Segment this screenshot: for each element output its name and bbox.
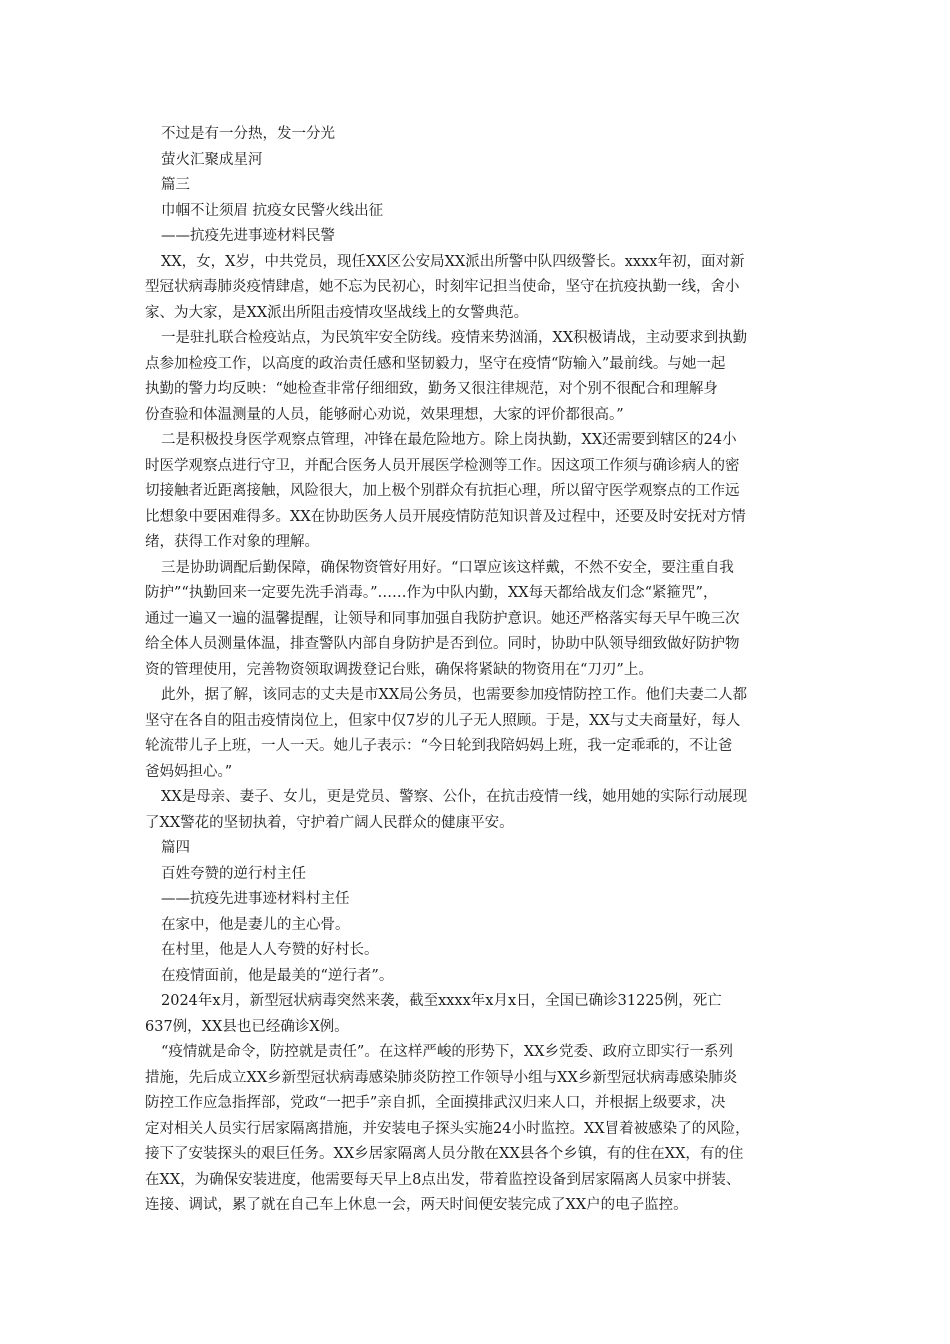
text-line: XX是母亲、妻子、女儿，更是党员、警察、公仆，在抗击疫情一线，她用她的实际行动展现: [161, 789, 748, 805]
text-line: 定对相关人员实行居家隔离措施，并安装电子探头实施24小时监控。XX冒着被感染了的风险，: [145, 1120, 750, 1137]
text-line: 执勤的警力均反映：“她检查非常仔细细致，勤务又很注律规范，对个别不很配合和理解身: [145, 381, 718, 397]
text-line: 绪，获得工作对象的理解。: [145, 534, 319, 550]
text-line: “疫情就是命令，防控就是责任”。在这样严峻的形势下，XX乡党委、政府立即实行一系列: [161, 1044, 733, 1060]
document-page: [145, 122, 810, 1219]
text-line: 措施，先后成立XX乡新型冠状病毒感染肺炎防控工作领导小组与XX乡新型冠状病毒感染肺炎: [145, 1069, 738, 1086]
text-line: 在疫情面前，他是最美的“逆行者”。: [161, 967, 394, 984]
text-line: 在XX，为确保安装进度，他需要每天早上8点出发，带着监控设备到居家隔离人员家中拼装、: [145, 1171, 741, 1188]
text-line: 通过一遍又一遍的温馨提醒，让领导和同事加强自我防护意识。她还严格落实每天早午晚三次: [145, 610, 740, 627]
text-line: 在村里，他是人人夸赞的好村长。: [161, 942, 379, 958]
text-line: 巾帼不让须眉 抗疫女民警火线出征: [161, 202, 384, 219]
text-line: 了XX警花的坚韧执着，守护着广阔人民群众的健康平安。: [145, 814, 514, 831]
text-line: 资的管理使用，完善物资领取调拨登记台账，确保将紧缺的物资用在“刀刃”上。: [145, 661, 653, 678]
text-line: 连接、调试，累了就在自己车上休息一会，两天时间便安装完成了XX户的电子监控。: [145, 1197, 688, 1213]
text-line: 接下了安装探头的艰巨任务。XX乡居家隔离人员分散在XX县各个乡镇，有的住在XX，有的住: [145, 1146, 744, 1162]
text-line: 萤火汇聚成星河: [161, 151, 263, 168]
text-line: 一是驻扎联合检疫站点，为民筑牢安全防线。疫情来势汹涌，XX积极请战，主动要求到执勤: [161, 330, 748, 346]
text-line: 比想象中要困难得多。XX在协助医务人员开展疫情防范知识普及过程中，还要及时安抚对方情: [145, 508, 746, 525]
text-line: 此外，据了解，该同志的丈夫是市XX局公务员，也需要参加疫情防控工作。他们夫妻二人都: [161, 687, 748, 703]
text-line: 家、为大家，是XX派出所阻击疫情攻坚战线上的女警典范。: [145, 304, 529, 321]
text-line: 爸妈妈担心。”: [145, 763, 233, 780]
text-line: 百姓夸赞的逆行村主任: [161, 865, 306, 882]
text-line: 份查验和体温测量的人员，能够耐心劝说，效果理想，大家的评价都很高。”: [145, 406, 624, 423]
text-line: 篇三: [161, 177, 190, 193]
text-line: 三是协助调配后勤保障，确保物资管好用好。“口罩应该这样戴，不然不安全，要注重自我: [161, 559, 734, 576]
text-line: ——抗疫先进事迹材料村主任: [161, 891, 350, 907]
text-line: 防护”“执勤回来一定要先洗手消毒。”……作为中队内勤，XX每天都给战友们念“紧箍咒”，: [145, 585, 718, 601]
text-line: 二是积极投身医学观察点管理，冲锋在最危险地方。除上岗执勤，XX还需要到辖区的24小: [161, 432, 737, 448]
text-line: 给全体人员测量体温，排查警队内部自身防护是否到位。同时，协助中队领导细致做好防护物: [145, 636, 740, 652]
text-line: 坚守在各自的阻击疫情岗位上，但家中仅7岁的儿子无人照顾。于是，XX与丈夫商量好，每人: [145, 712, 741, 729]
text-line: 637例，XX县也已经确诊X例。: [145, 1018, 349, 1035]
text-line: 不过是有一分热，发一分光: [161, 126, 335, 142]
text-line: 2024年x月，新型冠状病毒突然来袭，截至xxxx年x月x日，全国已确诊31225例，死亡: [161, 993, 722, 1009]
text-line: 切接触者近距离接触，风险很大，加上极个别群众有抗拒心理，所以留守医学观察点的工作远: [145, 483, 740, 499]
text-line: 时医学观察点进行守卫，并配合医务人员开展医学检测等工作。因这项工作须与确诊病人的密: [145, 457, 740, 474]
text-line: 点参加检疫工作，以高度的政治责任感和坚韧毅力，坚守在疫情“防输入”最前线。与她一起: [145, 355, 726, 372]
text-line: XX，女，X岁，中共党员，现任XX区公安局XX派出所警中队四级警长。xxxx年初，面对新: [161, 253, 745, 270]
text-line: 型冠状病毒肺炎疫情肆虐，她不忘为民初心，时刻牢记担当使命，坚守在抗疫执勤一线，舍小: [145, 279, 740, 295]
text-line: ——抗疫先进事迹材料民警: [161, 228, 335, 244]
text-line: 篇四: [161, 840, 190, 856]
text-line: 在家中，他是妻儿的主心骨。: [161, 916, 350, 933]
text-line: 轮流带儿子上班，一人一天。她儿子表示：“今日轮到我陪妈妈上班，我一定乖乖的，不让爸: [145, 738, 733, 754]
text-line: 防控工作应急指挥部，党政“一把手”亲自抓，全面摸排武汉归来人口，并根据上级要求，决: [145, 1095, 726, 1111]
